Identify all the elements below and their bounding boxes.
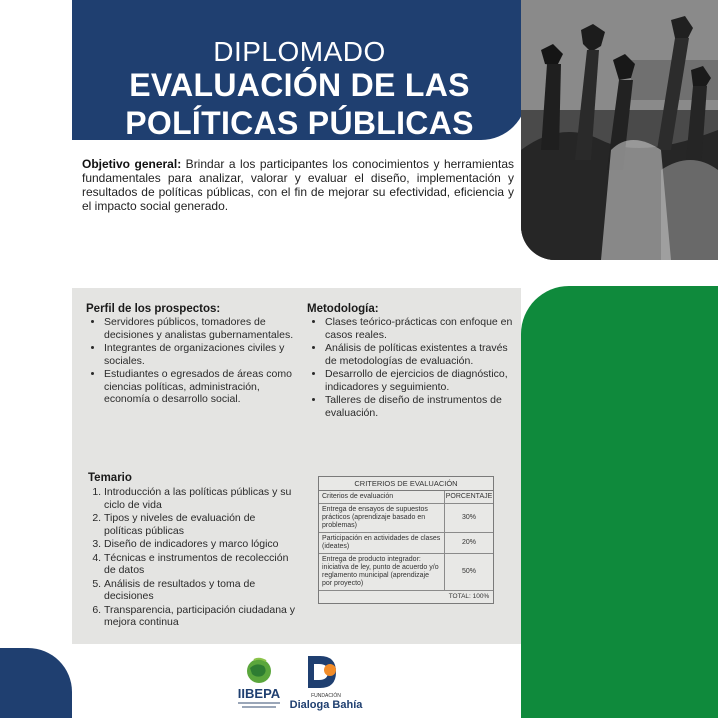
criteria-row [319, 533, 493, 554]
navy-corner-accent [0, 648, 72, 718]
syllabus-list [84, 486, 296, 630]
criteria-header-cell: Criterios de evaluación [319, 491, 445, 503]
criteria-cell: Participación en actividades de clases (ideates) [319, 533, 445, 553]
criteria-cell: Entrega de producto integrador: iniciativa de ley, punto de acuerdo y/o reglamento municipal (aprendizaje por proyecto) [319, 554, 445, 590]
criteria-row [319, 554, 493, 591]
methodology-item: • Desarrollo de ejercicios de diagnóstico, indicadores y seguimiento. [325, 368, 515, 393]
syllabus-item: 4. Técnicas e instrumentos de recolección de datos [104, 552, 296, 577]
profile-item: • Integrantes de organizaciones civiles y sociales. [104, 342, 300, 367]
general-objective [82, 157, 514, 213]
profile-item: • Estudiantes o egresados de áreas como ciencias políticas, administración, economía o desarrollo social. [104, 368, 300, 406]
syllabus-item: 1. Introducción a las políticas públicas y su ciclo de vida [104, 486, 296, 511]
methodology-title: Metodología: [307, 303, 379, 315]
criteria-caption: CRITERIOS DE EVALUACIÓN [319, 477, 493, 491]
fundacion-label: FUNDACIÓN [311, 693, 341, 699]
criteria-header-row [319, 491, 493, 504]
objective-label: Objetivo general: [82, 157, 182, 171]
diploma-kicker: DIPLOMADO [213, 36, 386, 67]
methodology-list [309, 316, 515, 420]
syllabus-item: 3. Diseño de indicadores y marco lógico [104, 538, 296, 551]
dialoga-bahia-logo [286, 654, 366, 714]
syllabus-title: Temario [88, 472, 132, 484]
dialoga-wordmark: Dialoga Bahía [289, 699, 363, 711]
raised-fists-image [521, 0, 718, 260]
protest-photo [521, 0, 718, 260]
globe-icon [228, 656, 290, 712]
percentage-cell: 20% [461, 539, 476, 546]
profile-title: Perfil de los prospectos: [86, 303, 221, 315]
iibepa-wordmark: IIBEPA [237, 686, 281, 701]
syllabus-item: 5. Análisis de resultados y toma de decisiones [104, 578, 296, 603]
methodology-item: • Talleres de diseño de instrumentos de evaluación. [325, 394, 515, 419]
criteria-cell: Entrega de ensayos de supuestos prácticos (aprendizaje basado en problemas) [319, 504, 445, 532]
page-title [72, 66, 527, 142]
objective-text: Brindar a los participantes los conocimientos y herramientas fundamentales para analizar, valorar y evaluar el diseño, implementación y resultados de políticas públicas, con el fin de mejorar su efectividad, eficiencia y el impacto social generado. [82, 157, 514, 213]
green-accent-block [521, 286, 718, 718]
iibepa-logo [228, 656, 290, 712]
percentage-header-cell: PORCENTAJE [445, 493, 493, 500]
dialoga-d-icon [286, 654, 366, 714]
percentage-cell: 30% [461, 514, 476, 521]
title-banner [72, 0, 527, 140]
criteria-row [319, 504, 493, 533]
methodology-item: • Clases teórico-prácticas con enfoque en casos reales. [325, 316, 515, 341]
syllabus-item: 2. Tipos y niveles de evaluación de políticas públicas [104, 512, 296, 537]
criteria-total: TOTAL: 100% [448, 593, 490, 600]
syllabus-item: 6. Transparencia, participación ciudadana y mejora continua [104, 604, 296, 629]
methodology-item: • Análisis de políticas existentes a través de metodologías de evaluación. [325, 342, 515, 367]
profile-list [88, 316, 300, 407]
criteria-total-spacer [319, 591, 445, 603]
title-line-2: POLÍTICAS PÚBLICAS [125, 105, 474, 141]
evaluation-criteria-table [318, 476, 494, 604]
profile-item: • Servidores públicos, tomadores de decisiones y analistas gubernamentales. [104, 316, 300, 341]
title-line-1: EVALUACIÓN DE LAS [129, 67, 470, 103]
criteria-total-row [319, 591, 493, 603]
percentage-cell: 50% [461, 568, 476, 575]
